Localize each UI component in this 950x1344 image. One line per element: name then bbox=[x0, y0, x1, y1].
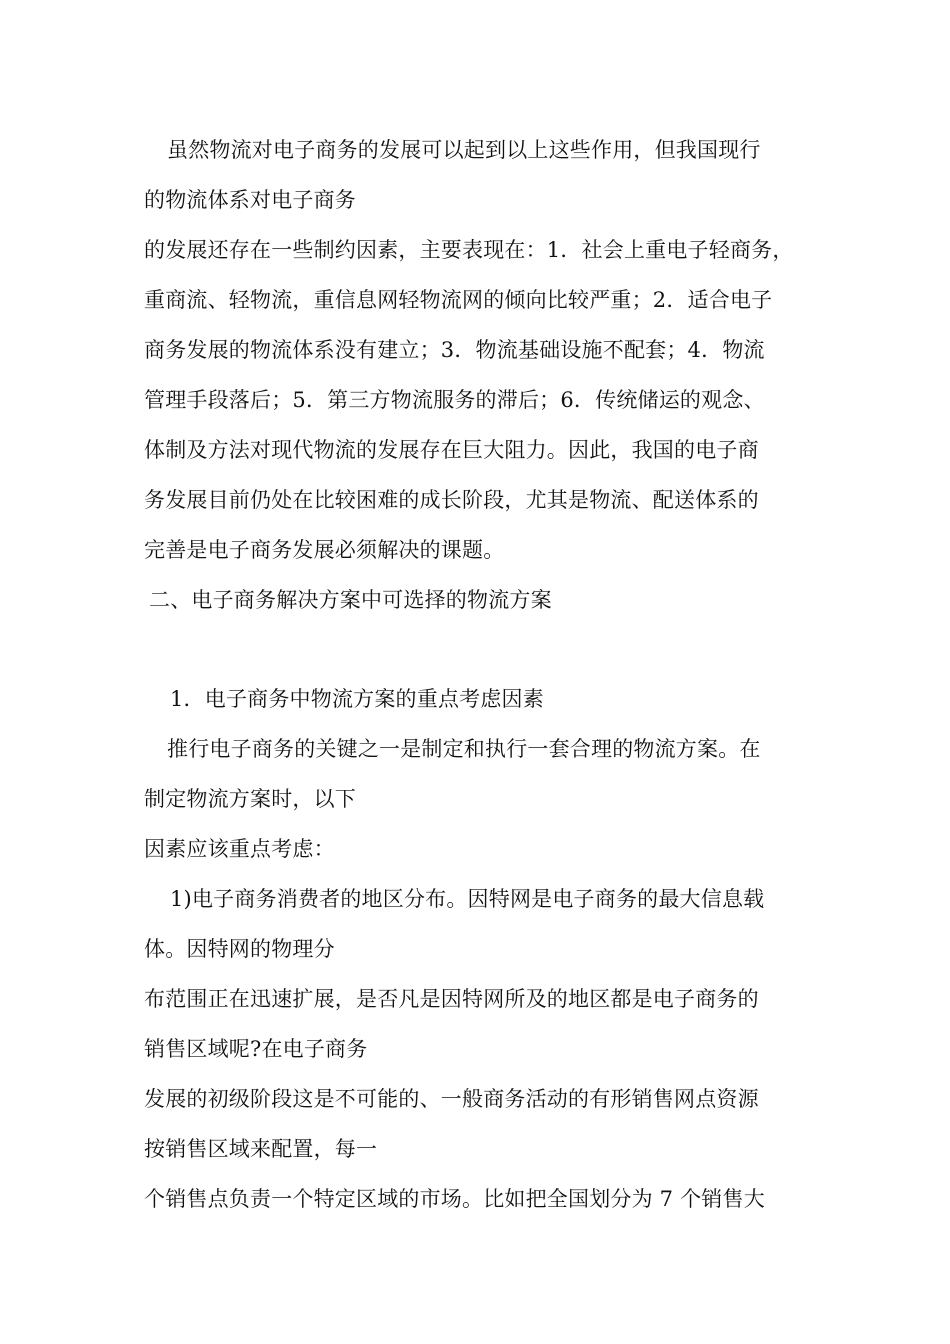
paragraph-line: 管理手段落后；5．第三方物流服务的滞后；6．传统储运的观念、 bbox=[144, 388, 765, 412]
paragraph-line: 务发展目前仍处在比较困难的成长阶段，尤其是物流、配送体系的 bbox=[144, 488, 759, 512]
paragraph-line: 发展的初级阶段这是不可能的、一般商务活动的有形销售网点资源 bbox=[144, 1087, 759, 1111]
paragraph-line: 虽然物流对电子商务的发展可以起到以上这些作用，但我国现行 bbox=[167, 138, 761, 162]
paragraph-line: 商务发展的物流体系没有建立；3．物流基础设施不配套；4．物流 bbox=[144, 338, 765, 362]
section-heading: 二、电子商务解决方案中可选择的物流方案 bbox=[149, 588, 552, 612]
paragraph-line: 布范围正在迅速扩展，是否凡是因特网所及的地区都是电子商务的 bbox=[144, 987, 759, 1011]
paragraph-line: 按销售区域来配置，每一 bbox=[144, 1137, 378, 1161]
paragraph-line: 个销售点负责一个特定区域的市场。比如把全国划分为 7 个销售大 bbox=[144, 1187, 765, 1211]
paragraph-line: 体。因特网的物理分 bbox=[144, 937, 335, 961]
paragraph-line: 因素应该重点考虑： bbox=[144, 837, 335, 861]
subsection-heading: 1．电子商务中物流方案的重点考虑因素 bbox=[170, 687, 544, 711]
paragraph-line: 完善是电子商务发展必须解决的课题。 bbox=[144, 538, 505, 562]
paragraph-line: 1)电子商务消费者的地区分布。因特网是电子商务的最大信息载 bbox=[170, 887, 765, 911]
paragraph-line: 制定物流方案时，以下 bbox=[144, 787, 356, 811]
paragraph-line: 销售区域呢?在电子商务 bbox=[144, 1037, 368, 1061]
paragraph-line: 体制及方法对现代物流的发展存在巨大阻力。因此，我国的电子商 bbox=[144, 438, 759, 462]
paragraph-line: 的发展还存在一些制约因素，主要表现在：1．社会上重电子轻商务， bbox=[144, 238, 794, 262]
paragraph-line: 重商流、轻物流，重信息网轻物流网的倾向比较严重；2．适合电子 bbox=[144, 288, 773, 312]
paragraph-line: 推行电子商务的关键之一是制定和执行一套合理的物流方案。在 bbox=[167, 737, 761, 761]
paragraph-line: 的物流体系对电子商务 bbox=[144, 188, 356, 212]
